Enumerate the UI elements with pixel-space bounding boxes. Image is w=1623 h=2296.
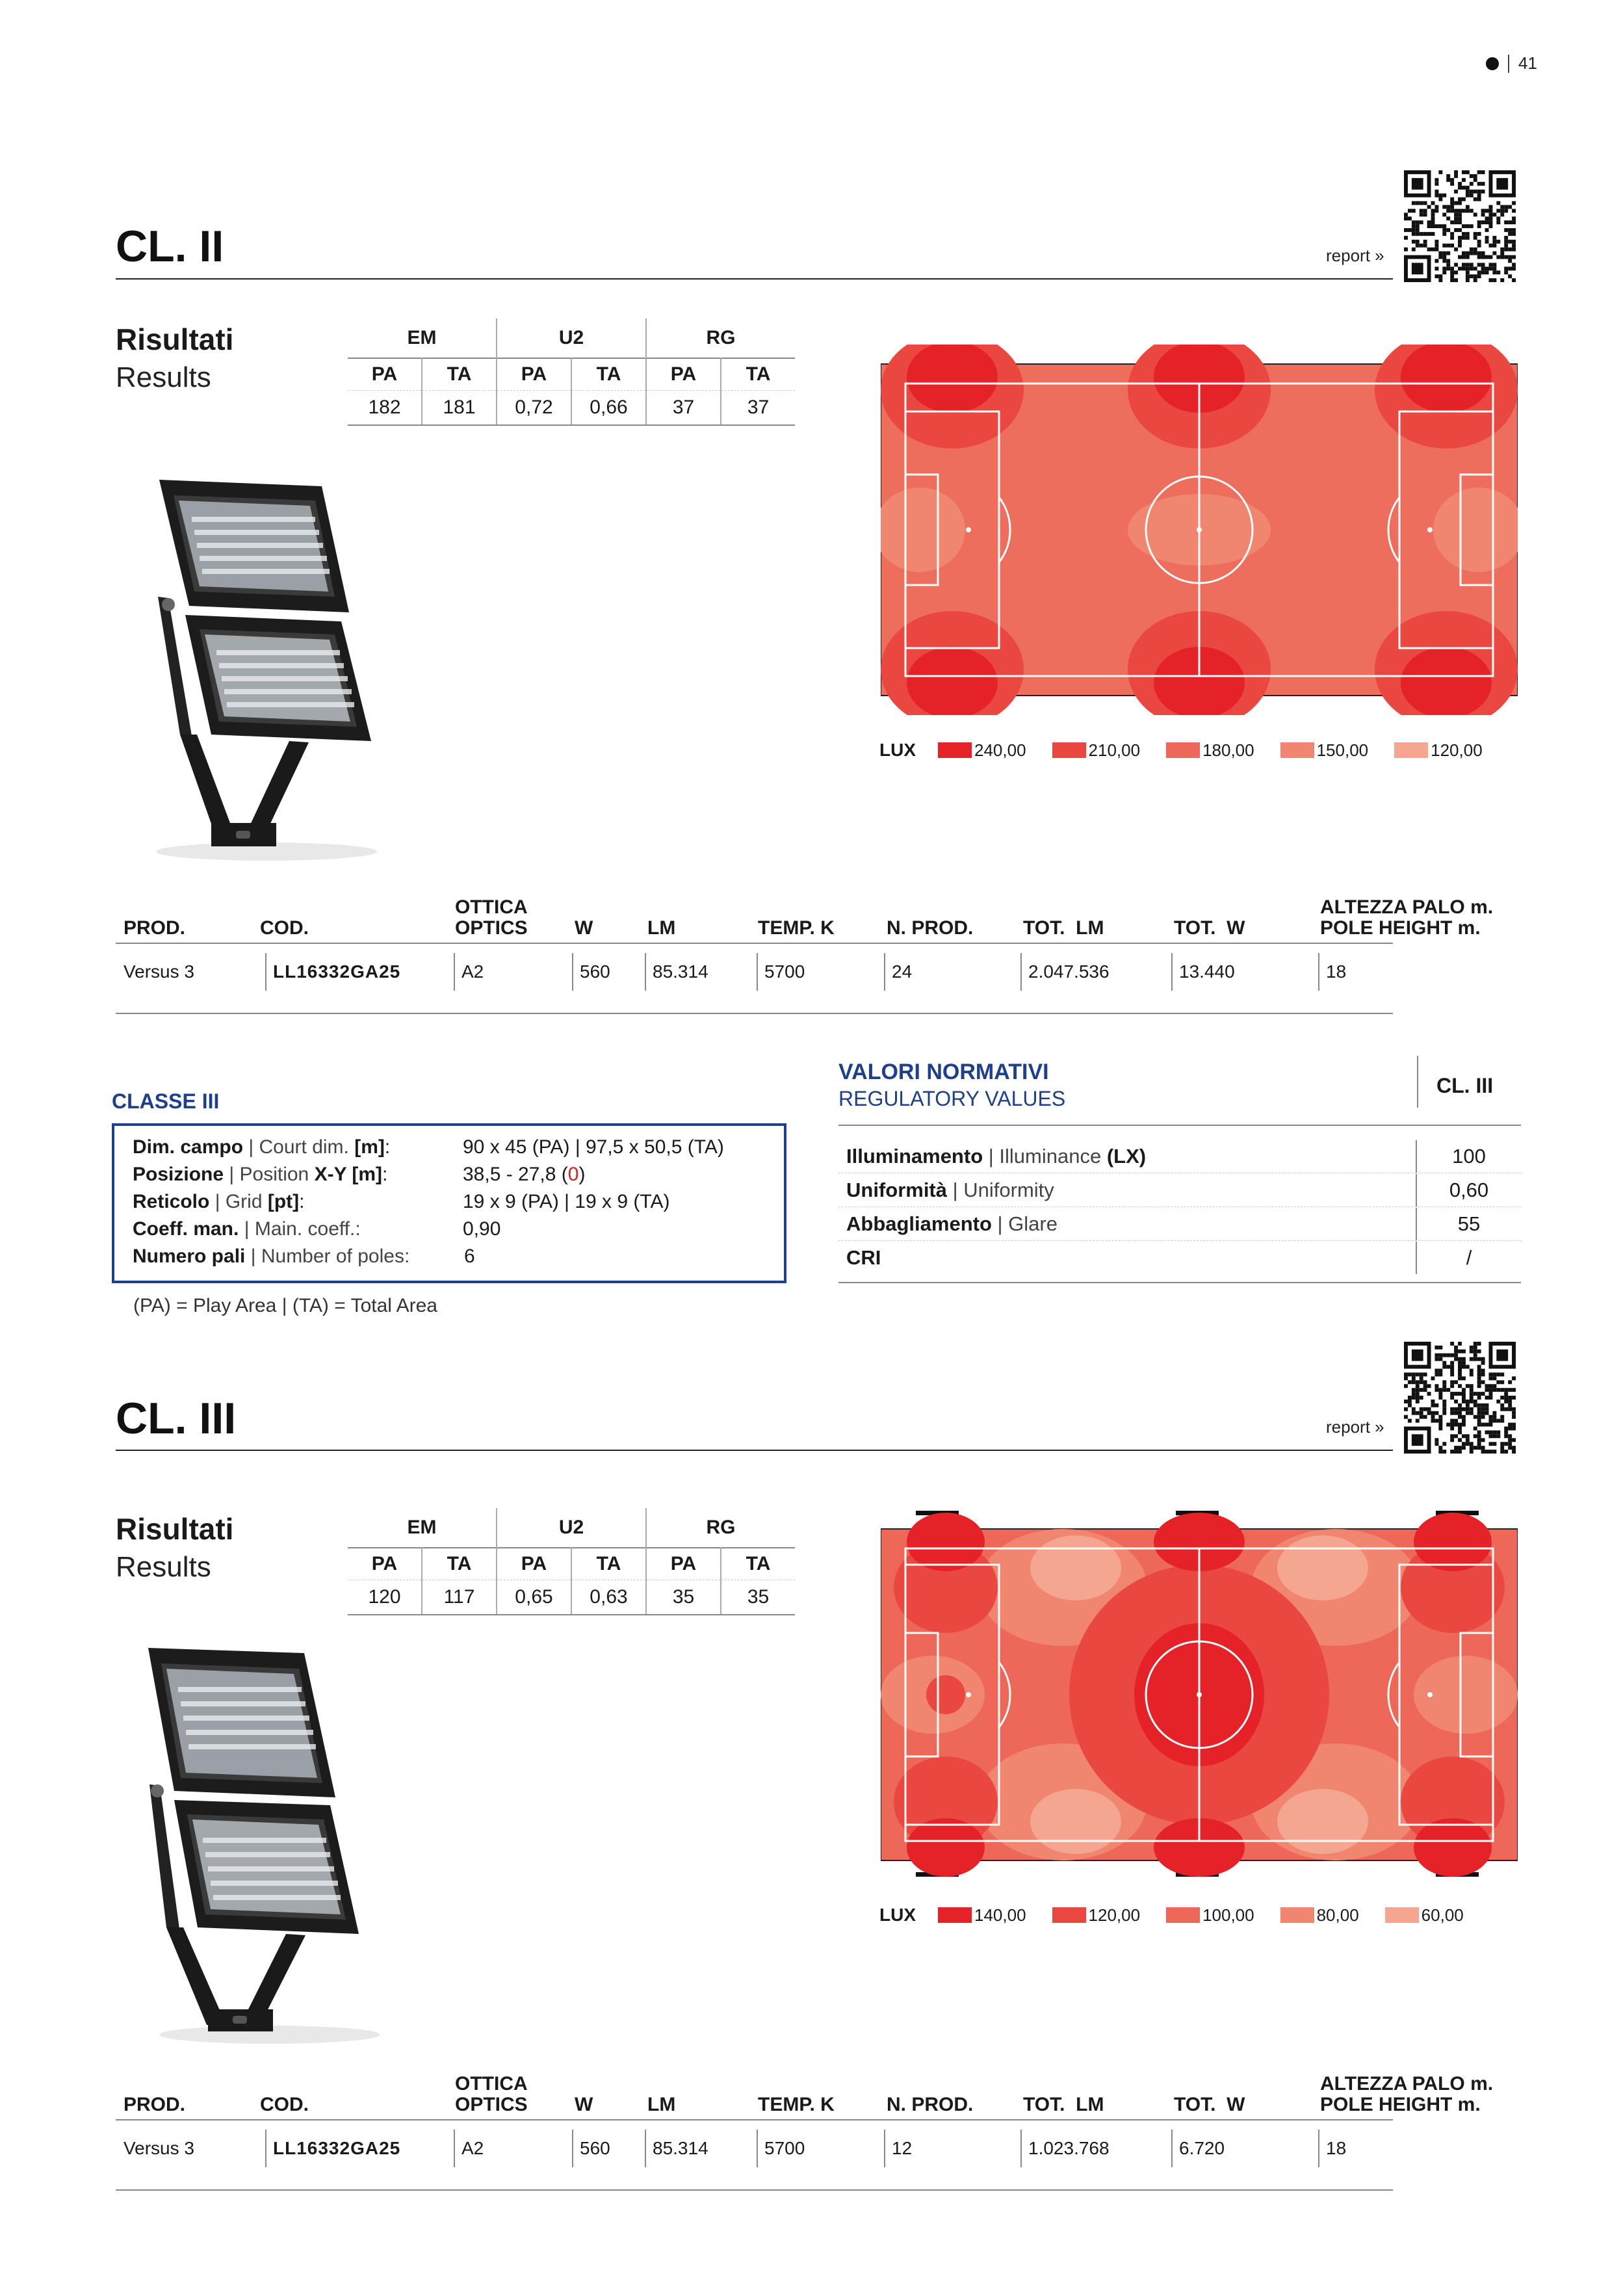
result-value: 35 (646, 1580, 721, 1615)
col-totlm: TOT. LM (1023, 2094, 1104, 2115)
row-value: 55 (1416, 1208, 1521, 1240)
results-table (348, 319, 795, 426)
classe-row (133, 1134, 766, 1161)
cell-nprod: 12 (884, 2130, 912, 2167)
cell-totw: 13.440 (1171, 953, 1235, 991)
subhead: TA (571, 358, 646, 391)
normativi-row (838, 1208, 1521, 1241)
cell-totlm: 2.047.536 (1020, 953, 1110, 991)
classe-row (133, 1216, 766, 1243)
floodlight-image (110, 1635, 416, 2054)
result-value: 0,72 (497, 391, 571, 426)
cell-optics: A2 (454, 2130, 484, 2167)
col-temp: TEMP. K (758, 2094, 835, 2115)
report-link[interactable]: report » (1326, 246, 1384, 265)
subhead: PA (348, 358, 422, 391)
legend-swatch (1280, 1907, 1314, 1923)
illuminance-map (881, 345, 1518, 715)
row-value (463, 1161, 585, 1188)
col-totw: TOT. W (1174, 917, 1245, 939)
result-value: 181 (422, 391, 497, 426)
row-label: Dim. campo (133, 1136, 244, 1158)
row-colon: : (382, 1164, 388, 1185)
floodlight-image (107, 455, 413, 874)
row-label-en: | Main. coeff.: (239, 1218, 361, 1240)
result-value: 0,65 (497, 1580, 571, 1615)
row-label: Abbagliamento (846, 1212, 992, 1235)
normativi-row (838, 1242, 1521, 1274)
header-rule (116, 943, 1393, 944)
row-label: Posizione (133, 1164, 224, 1185)
group-em: EM (348, 319, 497, 358)
results-title: Risultati (116, 322, 234, 356)
result-value: 0,63 (571, 1580, 646, 1615)
col-cod: COD. (260, 2094, 309, 2115)
legend-swatch (1385, 1907, 1419, 1923)
classe-row (133, 1161, 766, 1188)
col-prod: PROD. (123, 2094, 186, 2115)
row-label: Uniformità (846, 1179, 947, 1201)
col-lm: LM (647, 2094, 676, 2115)
subhead: TA (721, 358, 795, 391)
section-rule (116, 1450, 1393, 1451)
legend-item (938, 740, 1026, 761)
col-cod: COD. (260, 917, 309, 939)
section-rule (116, 278, 1393, 280)
row-unit: [m] (354, 1136, 385, 1158)
normativi-title: VALORI NORMATIVI (838, 1060, 1049, 1084)
cell-lm: 85.314 (645, 2130, 708, 2167)
cell-optics: A2 (454, 953, 484, 991)
cell-w: 560 (572, 2130, 610, 2167)
legend-swatch (938, 1907, 972, 1923)
subhead: PA (497, 1548, 571, 1580)
cell-prod: Versus 3 (123, 961, 194, 982)
group-rg: RG (706, 327, 736, 348)
result-value: 182 (348, 391, 422, 426)
row-value: 0,60 (1416, 1174, 1521, 1207)
group-em: EM (348, 1508, 497, 1548)
legend-item (1166, 740, 1254, 761)
result-value: 0,66 (571, 391, 646, 426)
normativi-row (838, 1174, 1521, 1207)
cell-nprod: 24 (884, 953, 912, 991)
cell-pole: 18 (1318, 953, 1346, 991)
legend-value: 80,00 (1316, 1905, 1359, 1925)
subhead: TA (422, 1548, 497, 1580)
legend-swatch (1166, 742, 1200, 758)
legend-swatch (1052, 1907, 1086, 1923)
classe-box (112, 1123, 786, 1283)
classe-row (133, 1188, 766, 1216)
subhead: TA (422, 358, 497, 391)
cell-code: LL16332GA25 (265, 953, 400, 991)
legend-value: 140,00 (974, 1905, 1026, 1925)
cell-pole: 18 (1318, 2130, 1346, 2167)
col-pole: ALTEZZA PALO m. POLE HEIGHT m. (1320, 2073, 1494, 2115)
footnote: (PA) = Play Area | (TA) = Total Area (133, 1295, 437, 1316)
legend-item (1052, 1905, 1141, 1925)
legend-item (1280, 740, 1369, 761)
legend-value: 210,00 (1088, 740, 1141, 760)
cell-temp: 5700 (757, 953, 805, 991)
group-u2: U2 (497, 319, 646, 358)
report-link[interactable]: report » (1326, 1417, 1384, 1437)
row-value: / (1416, 1242, 1521, 1274)
normativi-class: CL. III (1436, 1074, 1494, 1097)
row-label-en: | Position (224, 1164, 315, 1185)
legend-item (1280, 1905, 1359, 1925)
classe-title: CLASSE III (112, 1089, 220, 1113)
result-value: 35 (721, 1580, 795, 1615)
col-temp: TEMP. K (758, 917, 835, 939)
row-label-en: | Number of poles: (245, 1246, 410, 1267)
normativi-row (838, 1140, 1521, 1173)
section-title: CL. III (116, 1394, 237, 1443)
group-rg: RG (706, 1517, 736, 1538)
table-row (116, 953, 1393, 991)
col-prod: PROD. (123, 917, 186, 939)
legend-swatch (938, 742, 972, 758)
row-value-pre: 38,5 - 27,8 ( (463, 1164, 568, 1185)
col-optics: OTTICA OPTICS (455, 896, 528, 939)
row-value-red: 0 (567, 1164, 579, 1185)
legend-title: LUX (879, 740, 916, 760)
result-value: 117 (422, 1580, 497, 1615)
legend-swatch (1052, 742, 1086, 758)
section-title: CL. II (116, 222, 224, 271)
regulatory-values (838, 1060, 1521, 1287)
cell-prod: Versus 3 (123, 2138, 194, 2158)
results-subtitle: Results (116, 361, 211, 393)
legend-swatch (1394, 742, 1428, 758)
legend-value: 120,00 (1431, 740, 1483, 760)
divider (1508, 55, 1509, 73)
subhead: TA (571, 1548, 646, 1580)
col-nprod: N. PROD. (887, 917, 974, 939)
normativi-subtitle: REGULATORY VALUES (838, 1087, 1066, 1110)
lux-legend (879, 1905, 1490, 1925)
row-label-en: | Illuminance (983, 1145, 1107, 1168)
row-value: 100 (1416, 1140, 1521, 1173)
page-number-text: 41 (1518, 53, 1537, 73)
group-u2: U2 (497, 1508, 646, 1548)
row-value: 19 x 9 (PA) | 19 x 9 (TA) (463, 1191, 670, 1212)
row-label-en: | Court dim. (243, 1136, 355, 1158)
col-w: W (575, 917, 593, 939)
row-value: 6 (464, 1246, 475, 1267)
row-value: 90 x 45 (PA) | 97,5 x 50,5 (TA) (463, 1136, 724, 1158)
row-label: CRI (846, 1246, 881, 1269)
col-nprod: N. PROD. (887, 2094, 974, 2115)
row-rule (116, 2189, 1393, 2191)
row-label: Coeff. man. (133, 1218, 239, 1240)
legend-value: 60,00 (1421, 1905, 1464, 1925)
product-table (116, 896, 1494, 1014)
cell-lm: 85.314 (645, 953, 708, 991)
subhead: PA (348, 1548, 422, 1580)
row-label: Numero pali (133, 1246, 246, 1267)
row-rule (116, 1013, 1393, 1014)
row-label-en: | Glare (991, 1212, 1058, 1235)
legend-item (938, 1905, 1026, 1925)
row-colon: : (384, 1136, 391, 1158)
result-value: 37 (721, 391, 795, 426)
subhead: PA (646, 358, 721, 391)
legend-swatch (1166, 1907, 1200, 1923)
divider (1417, 1056, 1418, 1108)
row-label: Reticolo (133, 1191, 210, 1212)
results-subtitle: Results (116, 1551, 211, 1583)
illuminance-map (881, 1509, 1518, 1880)
cell-w: 560 (572, 953, 610, 991)
legend-title: LUX (879, 1905, 916, 1925)
product-table (116, 2073, 1494, 2191)
subhead: PA (646, 1548, 721, 1580)
page-number (1486, 53, 1537, 73)
col-totw: TOT. W (1174, 2094, 1245, 2115)
legend-value: 120,00 (1088, 1905, 1141, 1925)
col-w: W (575, 2094, 593, 2115)
col-optics: OTTICA OPTICS (455, 2073, 528, 2115)
header-rule (116, 2119, 1393, 2120)
header-rule (838, 1125, 1521, 1126)
row-unit: [pt] (267, 1191, 300, 1212)
legend-item (1052, 740, 1141, 761)
lux-legend (879, 740, 1509, 761)
row-label: Illuminamento (846, 1145, 983, 1168)
subhead: TA (721, 1548, 795, 1580)
cell-totlm: 1.023.768 (1020, 2130, 1110, 2167)
cell-temp: 5700 (757, 2130, 805, 2167)
col-totlm: TOT. LM (1023, 917, 1104, 939)
row-value: 0,90 (463, 1218, 501, 1240)
results-table (348, 1508, 795, 1615)
classe-row (133, 1243, 766, 1270)
col-pole: ALTEZZA PALO m. POLE HEIGHT m. (1320, 896, 1494, 939)
subhead: PA (497, 358, 571, 391)
table-row (116, 2130, 1393, 2167)
result-value: 120 (348, 1580, 422, 1615)
qr-code[interactable] (1404, 1342, 1516, 1454)
legend-item (1394, 740, 1483, 761)
qr-code[interactable] (1404, 170, 1516, 282)
bullet-icon (1486, 57, 1499, 70)
cell-code: LL16332GA25 (265, 2130, 400, 2167)
row-label-en: | Uniformity (947, 1179, 1054, 1201)
legend-item (1385, 1905, 1464, 1925)
legend-value: 150,00 (1316, 740, 1369, 760)
cell-totw: 6.720 (1171, 2130, 1225, 2167)
row-unit: (LX) (1106, 1145, 1147, 1168)
row-unit: X-Y [m] (314, 1164, 383, 1185)
legend-swatch (1280, 742, 1314, 758)
col-lm: LM (647, 917, 676, 939)
row-value-post: ) (578, 1164, 586, 1185)
legend-item (1166, 1905, 1254, 1925)
legend-value: 180,00 (1202, 740, 1254, 760)
row-label-en: | Grid (209, 1191, 268, 1212)
legend-value: 240,00 (974, 740, 1026, 760)
bottom-rule (838, 1282, 1521, 1283)
legend-value: 100,00 (1202, 1905, 1254, 1925)
row-colon: : (299, 1191, 305, 1212)
result-value: 37 (646, 391, 721, 426)
results-title: Risultati (116, 1512, 234, 1546)
